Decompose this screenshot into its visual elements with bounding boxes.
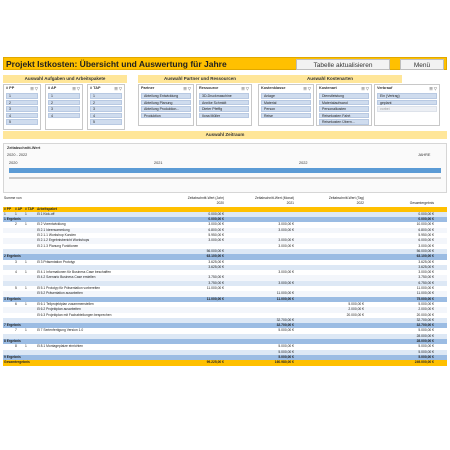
pivot-cell[interactable]: ⊟ 6.2 Projektplan ausarbeiten [37,307,81,312]
timeline-scrollbar[interactable] [9,177,441,179]
pivot-cell[interactable]: 5.000,00 € [418,328,434,333]
pivot-cell[interactable]: Zeitabschnitt-Wert (Monat) [255,196,294,200]
pivot-cell[interactable]: 32.700,00 € [276,323,294,328]
pivot-cell[interactable]: 3.750,00 € [208,280,224,285]
pivot-cell[interactable]: 1 [4,211,6,216]
slicer-6 [258,84,314,126]
slicer-5 [196,84,252,126]
slicer-item[interactable]: 5 [90,119,122,125]
slicer-item[interactable]: Abteilung Planung [141,100,191,106]
pivot-cell[interactable]: 56.000,00 € [416,248,434,253]
pivot-cell[interactable]: 1 Ergebnis [4,217,21,222]
slicer-title: Verbrauf ☰ ▽ [377,86,437,91]
timeline-year-2022[interactable]: 2022 [299,161,308,165]
slicer-item[interactable]: Person [261,106,311,112]
pivot-cell[interactable]: 6.800,00 € [208,227,224,232]
slicer-item[interactable]: 2 [48,100,80,106]
pivot-cell[interactable]: 0.000,00 € [208,217,224,222]
slicer-2 [45,84,83,130]
page-title: Projekt Istkosten: Übersicht und Auswertung für Jahre [6,59,227,69]
slicer-item[interactable]: 4 [90,113,122,119]
title-bar [3,57,447,70]
section-time-header: Auswahl Zeitraum [3,131,447,139]
pivot-cell[interactable]: Summe von [4,196,22,200]
filter-clear-icon[interactable]: ☰ ▽ [303,86,311,91]
pivot-cell[interactable]: ⊟ 2.1.1 Workshop Kunden [37,233,76,238]
pivot-table [3,196,447,366]
slicer-item[interactable]: 1 [48,93,80,99]
pivot-grand-total-row [3,360,447,365]
slicer-item[interactable]: geplant [377,100,437,106]
pivot-cell[interactable]: ⊟ 2.1 Ideensammlung [37,227,70,232]
slicer-title: Ressource ☰ ▽ [199,86,249,91]
pivot-cell[interactable]: 5.000,00 € [418,354,434,359]
pivot-cell[interactable]: 8 [15,344,17,349]
pivot-cell[interactable]: 0.000,00 € [418,217,434,222]
filter-clear-icon[interactable]: ☰ ▽ [429,86,437,91]
slicer-1 [3,84,41,130]
pivot-cell[interactable]: 3.000,00 € [278,280,294,285]
pivot-cell[interactable]: 3.000,00 € [278,270,294,275]
pivot-cell[interactable]: 3.000,00 € [278,238,294,243]
pivot-cell[interactable]: 3.625,00 € [208,264,224,269]
filter-clear-icon[interactable]: ☰ ▽ [30,86,38,91]
filter-clear-icon[interactable]: ☰ ▽ [241,86,249,91]
slicer-item[interactable]: Annike Schmidt [199,100,249,106]
pivot-cell[interactable]: 11.000,00 € [276,291,294,296]
pivot-cell[interactable]: ⊟ 4.1 Informationen für Business Case beschaffen [37,270,111,275]
pivot-cell[interactable]: 3.750,00 € [208,275,224,280]
slicer-item[interactable]: Anlage [261,93,311,99]
pivot-cell[interactable]: 7 [15,328,17,333]
pivot-cell[interactable]: 11.000,00 € [416,286,434,291]
pivot-cell[interactable]: 5.000,00 € [348,301,364,306]
pivot-cell[interactable]: 20.000,00 € [416,312,434,317]
slicer-title: Kostenart ☰ ▽ [319,86,369,91]
pivot-cell[interactable]: 3.000,00 € [278,222,294,227]
slicer-item[interactable]: 4 [6,113,38,119]
slicer-item[interactable]: Reisekosten Fahrt [319,113,369,119]
pivot-cell[interactable]: 5.000,00 € [278,328,294,333]
pivot-cell[interactable]: 56.000,00 € [206,248,224,253]
slicer-item[interactable]: Reisekosten Übern... [319,119,369,125]
pivot-cell[interactable]: Arbeitspaket [37,206,57,211]
pivot-cell[interactable]: 5.950,00 € [208,233,224,238]
slicer-item[interactable]: Abteilung Produktion... [141,106,191,112]
pivot-cell[interactable]: 75.000,00 € [416,296,434,301]
slicer-item[interactable]: vorbei [377,106,437,112]
pivot-cell[interactable]: 8 Ergebnis [4,339,21,344]
pivot-cell[interactable]: 6 [15,301,17,306]
slicer-item[interactable]: 3 [90,106,122,112]
slicer-item[interactable]: Materialaufwand [319,100,369,106]
pivot-cell[interactable]: 1 [15,211,17,216]
pivot-cell[interactable]: ⊟ 2 Vorentwicklung [37,222,66,227]
pivot-cell[interactable]: 1 [25,270,27,275]
pivot-cell[interactable]: 4 [15,270,17,275]
pivot-cell[interactable]: ⊟ 6.3 Projektplan mit Fachabteilungen besprechen [37,312,112,317]
pivot-cell[interactable]: 2020 [216,201,224,206]
slicer-title: Partner ☰ ▽ [141,86,191,91]
slicer-item[interactable]: Ein (Vertrag) [377,93,437,99]
slicer-4 [138,84,194,126]
slicer-8 [374,84,440,126]
timeline-field-label: Zeitabschnitt-Wert [7,146,41,150]
slicer-item[interactable]: 4 [48,113,80,119]
pivot-cell[interactable]: 5.000,00 € [278,354,294,359]
pivot-cell[interactable]: 5.950,00 € [418,233,434,238]
slicer-item[interactable]: 5 [6,119,38,125]
slicer-3 [87,84,125,130]
slicer-item[interactable]: 2 [6,100,38,106]
pivot-cell[interactable]: # AP [15,206,23,211]
pivot-cell[interactable]: 2022 [356,201,364,206]
pivot-cell[interactable]: 6.800,00 € [418,227,434,232]
slicer-item[interactable]: 3 [48,106,80,112]
slicer-item[interactable]: 3D-Druckmaschine [199,93,249,99]
section-tasks-header: Auswahl Aufgaben und Arbeitspakete [3,75,127,83]
pivot-cell[interactable]: 3.000,00 € [208,238,224,243]
pivot-cell[interactable]: 32.700,00 € [416,323,434,328]
pivot-cell[interactable]: 3.000,00 € [418,270,434,275]
pivot-cell[interactable]: 160.980,00 € [274,360,294,365]
pivot-cell[interactable]: 11.000,00 € [206,296,224,301]
pivot-cell[interactable]: 9 Ergebnis [4,354,21,359]
pivot-cell[interactable]: ⊟ 2.1.2 Ergebnisbericht Workshops [37,238,90,243]
slicer-item[interactable]: Dienstleistung [319,93,369,99]
slicer-item[interactable]: 3 [6,106,38,112]
pivot-cell[interactable]: ⊟ 5.1 Prototyp für Präsentation vorbereiten [37,286,101,291]
pivot-cell[interactable]: 3.000,00 € [278,227,294,232]
filter-clear-icon[interactable]: ☰ ▽ [183,86,191,91]
pivot-cell[interactable]: 2 [15,222,17,227]
pivot-cell[interactable]: 3 Ergebnis [4,296,21,301]
slicer-item[interactable]: Ilona Müller [199,113,249,119]
slicer-title: # PP ☰ ▽ [6,86,38,91]
timeline-scale-dropdown[interactable]: JAHRE [418,153,431,157]
pivot-cell[interactable]: 1 [25,301,27,306]
timeline-range-label: 2020 - 2022 [7,153,28,157]
pivot-cell[interactable]: 28.000,00 € [416,339,434,344]
pivot-cell[interactable]: 6.000,00 € [418,238,434,243]
pivot-cell[interactable]: 1 [25,222,27,227]
filter-clear-icon[interactable]: ☰ ▽ [72,86,80,91]
pivot-cell[interactable]: 3.750,00 € [418,275,434,280]
slicer-title: # AP ☰ ▽ [48,86,80,91]
pivot-cell[interactable]: 3.000,00 € [418,243,434,248]
slicer-item[interactable]: 2 [90,100,122,106]
pivot-cell[interactable]: 7 Ergebnis [4,323,21,328]
filter-clear-icon[interactable]: ☰ ▽ [361,86,369,91]
filter-clear-icon[interactable]: ☰ ▽ [114,86,122,91]
pivot-cell[interactable]: 63.100,00 € [416,254,434,259]
timeline-slicer[interactable] [3,143,447,193]
pivot-cell[interactable]: Gesamtergebnis [409,201,434,206]
slicer-item[interactable]: Personalkosten [319,106,369,112]
pivot-cell[interactable]: ⊟ 1 Kick-off [37,211,55,216]
pivot-cell[interactable] [25,360,37,365]
slicer-item[interactable]: 1 [6,93,38,99]
slicer-item[interactable]: 1 [90,93,122,99]
pivot-cell[interactable]: 2 Ergebnis [4,254,21,259]
pivot-cell[interactable]: 2.000,00 € [418,307,434,312]
menu-button[interactable]: Menü [400,59,444,70]
pivot-cell[interactable]: 11.000,00 € [416,291,434,296]
timeline-selection-bar[interactable] [9,168,441,173]
slicer-item[interactable]: Material [261,100,311,106]
refresh-table-button[interactable]: Tabelle aktualisieren [296,59,390,70]
pivot-cell[interactable] [37,360,157,365]
pivot-cell[interactable]: 11.000,00 € [276,296,294,301]
slicer-title: Kostenklasse ☰ ▽ [261,86,311,91]
pivot-cell[interactable]: 0.000,00 € [208,211,224,216]
pivot-cell[interactable]: 3.625,00 € [418,259,434,264]
pivot-cell[interactable]: Zeitabschnitt-Wert (Jahr) [187,196,224,200]
slicer-title: # TAP ☰ ▽ [90,86,122,91]
pivot-cell[interactable]: 5.000,00 € [278,349,294,354]
pivot-cell[interactable]: 20.000,00 € [346,312,364,317]
pivot-cell[interactable]: 3.000,00 € [208,222,224,227]
pivot-cell[interactable]: 0.000,00 € [418,211,434,216]
pivot-cell[interactable]: # TAP [25,206,35,211]
pivot-cell[interactable]: 3.625,00 € [208,259,224,264]
section-partners-header: Auswahl Partner und Ressourcen [138,75,262,83]
slicer-item[interactable]: Produktion [141,113,191,119]
pivot-cell[interactable]: ⊟ 4.2 Szenario Business Case erstellen [37,275,96,280]
pivot-cell[interactable]: Zeitabschnitt-Wert (Tag) [328,196,364,200]
pivot-cell[interactable]: 3.000,00 € [278,243,294,248]
pivot-cell[interactable]: 249.000,00 € [414,360,434,365]
pivot-cell[interactable]: 5.000,00 € [418,301,434,306]
pivot-cell[interactable]: 3.625,00 € [418,264,434,269]
slicer-7 [316,84,372,126]
pivot-cell[interactable]: 2021 [286,201,294,206]
pivot-cell[interactable]: ⊟ 5.2 Präsentation ausarbeiten [37,291,83,296]
pivot-cell[interactable]: 1 [25,211,27,216]
pivot-cell[interactable]: ⊟ 3 Präsentation Prototyp [37,259,76,264]
pivot-cell[interactable]: 5.000,00 € [418,344,434,349]
pivot-cell[interactable]: 28.000,00 € [416,333,434,338]
pivot-cell[interactable]: 5.000,00 € [278,344,294,349]
pivot-cell[interactable]: ⊟ 7 Serienfertigung Version 1.0 [37,328,84,333]
pivot-cell[interactable]: ⊟ 6.1 Teilprojektplan zusammenstellen [37,301,94,306]
pivot-cell[interactable]: 1 [25,344,27,349]
pivot-cell[interactable]: ⊟ 2.1.3 Planung Funktionen [37,243,79,248]
slicer-item[interactable]: Abteilung Entwicklung [141,93,191,99]
pivot-cell[interactable]: # PP [4,206,12,211]
pivot-cell[interactable]: 99.225,00 € [206,360,224,365]
pivot-cell[interactable]: 6.750,00 € [418,280,434,285]
pivot-cell[interactable]: 32.700,00 € [416,317,434,322]
pivot-cell[interactable]: 2.000,00 € [348,307,364,312]
pivot-cell[interactable]: 1 [25,328,27,333]
timeline-year-2021[interactable]: 2021 [154,161,163,165]
pivot-cell[interactable]: 5.000,00 € [418,349,434,354]
pivot-cell[interactable]: 32.700,00 € [276,317,294,322]
pivot-cell[interactable]: 1 [25,286,27,291]
pivot-cell[interactable]: Gesamtergebnis [4,360,30,365]
slicer-item[interactable]: Reise [261,113,311,119]
pivot-cell[interactable]: 3 [15,259,17,264]
pivot-cell[interactable]: ⊟ 8.1 Montageplatze einrichten [37,344,84,349]
timeline-year-2020[interactable]: 2020 [9,161,18,165]
pivot-cell[interactable] [15,360,25,365]
pivot-cell[interactable]: 5 [15,286,17,291]
pivot-cell[interactable]: 1 [25,259,27,264]
pivot-cell[interactable] [297,360,367,365]
slicer-item[interactable]: Dieter Pfeffig [199,106,249,112]
pivot-cell[interactable]: 63.100,00 € [206,254,224,259]
pivot-cell[interactable]: 11.000,00 € [206,286,224,291]
section-costs-header: Auswahl Kostenarten [258,75,402,83]
pivot-cell[interactable]: 10.000,00 € [416,222,434,227]
